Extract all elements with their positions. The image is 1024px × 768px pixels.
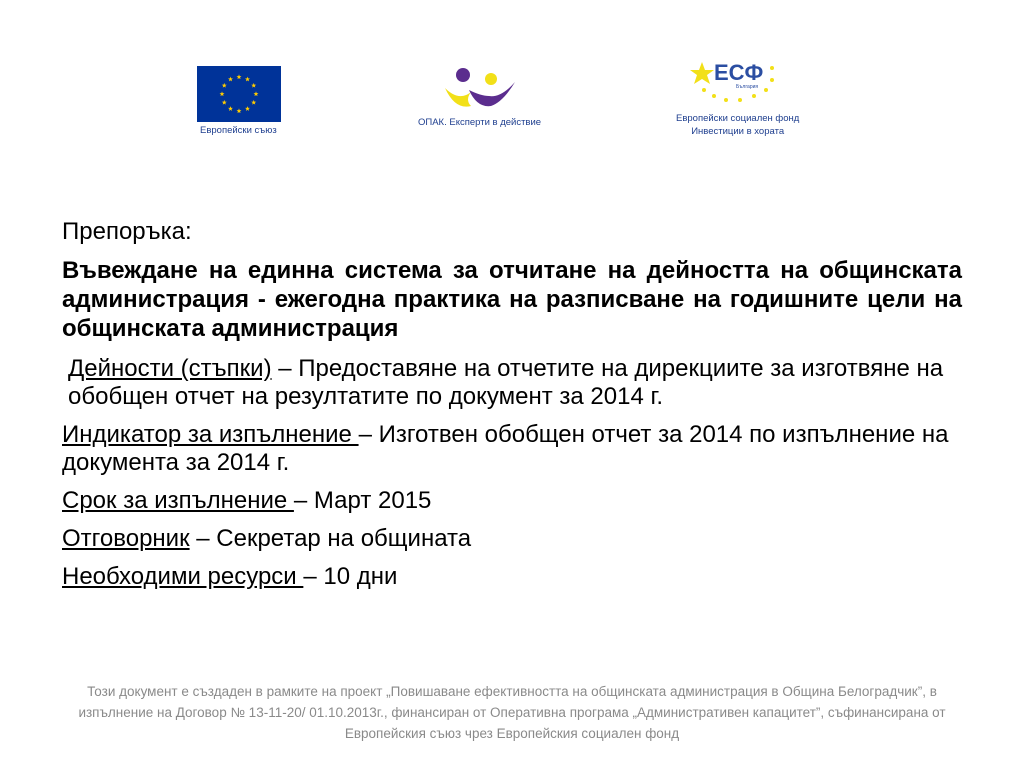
- esf-caption-line1: Европейски социален фонд: [676, 113, 800, 124]
- recommendation-headline: Въвеждане на единна система за отчитане на дейността на общинската администрация - ежегодна практика на разписване на годишните цели на общинската администрация: [62, 257, 962, 342]
- deadline-item: [62, 487, 962, 515]
- responsible-text: – Секретар на общината: [189, 525, 472, 552]
- activities-text: – Предоставяне на отчетите на дирекциите за изготвяне на обобщен отчет на резултатите по документ за 2014 г.: [68, 355, 944, 410]
- footer-note: Този документ е създаден в рамките на проект „Повишаване ефективността на общинската администрация в Община Белоградчик”, в изпълнение на Договор № 13-11-20/ 01.10.2013г., финансиран от Оперативна програма „Административен капацитет”, съфинансирана от Европейския съюз чрез Европейския социален фонд: [78, 684, 946, 741]
- esf-caption-line2: Инвестиции в хората: [691, 126, 785, 137]
- deadline-text: – Март 2015: [293, 487, 432, 514]
- svg-text:България: България: [736, 84, 759, 90]
- activities-item: [62, 355, 962, 411]
- resources-term: Необходими ресурси: [62, 563, 304, 590]
- logo-bar: [0, 0, 1024, 150]
- responsible-term: Отговорник: [62, 525, 190, 552]
- recommendation-label: Препоръка:: [62, 218, 192, 245]
- responsible-item: [62, 525, 962, 553]
- recommendation-content: [62, 218, 962, 601]
- esf-logo-icon: [688, 56, 778, 108]
- eu-caption: Европейски съюз: [200, 125, 277, 136]
- opak-caption: ОПАК. Експерти в действие: [418, 117, 542, 128]
- activities-term: Дейности (стъпки): [68, 355, 272, 382]
- indicator-item: [62, 421, 962, 477]
- resources-item: [62, 563, 962, 591]
- resources-text: – 10 дни: [303, 563, 398, 590]
- opak-people-icon: [441, 66, 519, 110]
- svg-text:ЕСФ: ЕСФ: [714, 60, 764, 85]
- indicator-term: Индикатор за изпълнение: [62, 421, 359, 448]
- esf-caption: [676, 112, 799, 138]
- eu-flag-icon: [197, 66, 281, 122]
- deadline-term: Срок за изпълнение: [62, 487, 294, 514]
- indicator-text: – Изготвен обобщен отчет за 2014 по изпълнение на документа за 2014 г.: [62, 421, 949, 476]
